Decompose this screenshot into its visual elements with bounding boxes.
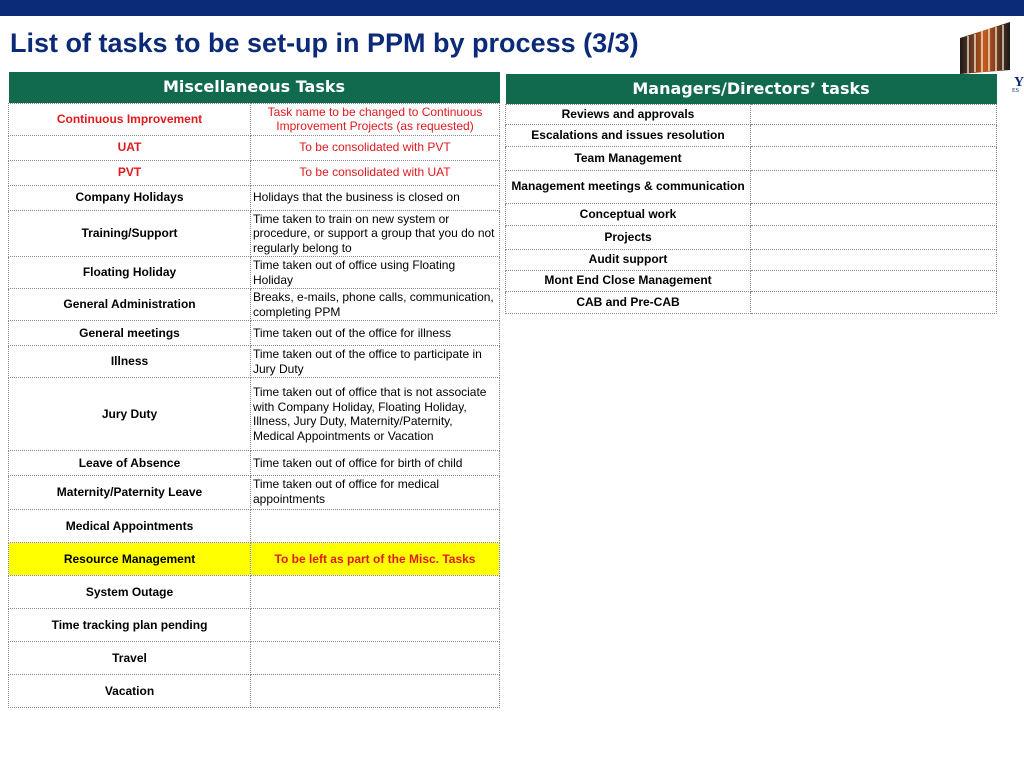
table-row (506, 104, 997, 124)
table-row (9, 257, 500, 289)
table-row (506, 146, 997, 170)
table-row (9, 103, 500, 135)
top-brand-bar (0, 0, 1024, 16)
task-description: Breaks, e-mails, phone calls, communication, completing PPM (251, 289, 500, 321)
task-name: Jury Duty (9, 378, 251, 451)
task-name: Travel (9, 642, 251, 675)
table-row (9, 321, 500, 346)
task-name: Mont End Close Management (506, 270, 751, 291)
task-description (751, 225, 997, 249)
table-row (506, 124, 997, 146)
task-name: Medical Appointments (9, 510, 251, 543)
task-description (251, 576, 500, 609)
table-row (9, 135, 500, 160)
task-name: Training/Support (9, 210, 251, 257)
task-name: CAB and Pre-CAB (506, 291, 751, 313)
table-row (506, 270, 997, 291)
task-description (751, 146, 997, 170)
task-description (251, 609, 500, 642)
table-row (9, 185, 500, 210)
table-row (9, 378, 500, 451)
table-row (506, 291, 997, 313)
table-row (9, 346, 500, 378)
task-name: Management meetings & communication (506, 170, 751, 203)
task-description (751, 291, 997, 313)
task-description: To be consolidated with UAT (251, 160, 500, 185)
task-name: Audit support (506, 249, 751, 270)
task-description (751, 104, 997, 124)
task-name: UAT (9, 135, 251, 160)
table-row (9, 642, 500, 675)
task-name: Projects (506, 225, 751, 249)
task-name: Continuous Improvement (9, 103, 251, 135)
task-name: System Outage (9, 576, 251, 609)
task-description: Time taken out of office for medical appointments (251, 476, 500, 510)
task-description: Holidays that the business is closed on (251, 185, 500, 210)
task-description: Time taken out of the office to participate in Jury Duty (251, 346, 500, 378)
task-description: Time taken out of office using Floating Holiday (251, 257, 500, 289)
table-row (9, 609, 500, 642)
table-row (9, 289, 500, 321)
task-description: Time taken out of office for birth of child (251, 451, 500, 476)
task-name: General meetings (9, 321, 251, 346)
task-description (751, 203, 997, 225)
misc-tasks-header: Miscellaneous Tasks (9, 72, 500, 103)
task-name: Conceptual work (506, 203, 751, 225)
table-row (506, 225, 997, 249)
task-name: Resource Management (9, 543, 251, 576)
misc-tasks-table (8, 72, 500, 708)
task-description: To be consolidated with PVT (251, 135, 500, 160)
task-description (751, 270, 997, 291)
table-row-highlighted (9, 543, 500, 576)
task-description (751, 249, 997, 270)
table-row (9, 160, 500, 185)
task-name: General Administration (9, 289, 251, 321)
task-description: Time taken out of office that is not associate with Company Holiday, Floating Holiday, Illness, Jury Duty, Maternity/Paternity, Medical Appointments or Vacation (251, 378, 500, 451)
task-name: Company Holidays (9, 185, 251, 210)
task-name: PVT (9, 160, 251, 185)
table-row (9, 510, 500, 543)
task-description (751, 124, 997, 146)
task-description: Time taken out of the office for illness (251, 321, 500, 346)
task-description (251, 675, 500, 708)
table-row (9, 210, 500, 257)
task-description: To be left as part of the Misc. Tasks (251, 543, 500, 576)
task-name: Maternity/Paternity Leave (9, 476, 251, 510)
task-name: Reviews and approvals (506, 104, 751, 124)
table-row (506, 203, 997, 225)
task-description (251, 642, 500, 675)
task-name: Leave of Absence (9, 451, 251, 476)
table-row (9, 476, 500, 510)
table-row (506, 249, 997, 270)
page-title: List of tasks to be set-up in PPM by process (3/3) (10, 28, 639, 58)
task-description: Time taken to train on new system or procedure, or support a group that you do not regularly belong to (251, 210, 500, 257)
task-description: Task name to be changed to Continuous Improvement Projects (as requested) (251, 103, 500, 135)
table-row (9, 576, 500, 609)
managers-tasks-header: Managers/Directors’ tasks (506, 74, 997, 104)
task-description (251, 510, 500, 543)
task-name: Floating Holiday (9, 257, 251, 289)
task-name: Team Management (506, 146, 751, 170)
task-name: Vacation (9, 675, 251, 708)
managers-tasks-table (505, 74, 997, 314)
task-name: Escalations and issues resolution (506, 124, 751, 146)
svg-text:Y: Y (1014, 75, 1024, 90)
task-description (751, 170, 997, 203)
task-name: Illness (9, 346, 251, 378)
table-row (9, 451, 500, 476)
task-name: Time tracking plan pending (9, 609, 251, 642)
table-row (506, 170, 997, 203)
svg-text:ES: ES (1012, 88, 1020, 92)
table-row (9, 675, 500, 708)
